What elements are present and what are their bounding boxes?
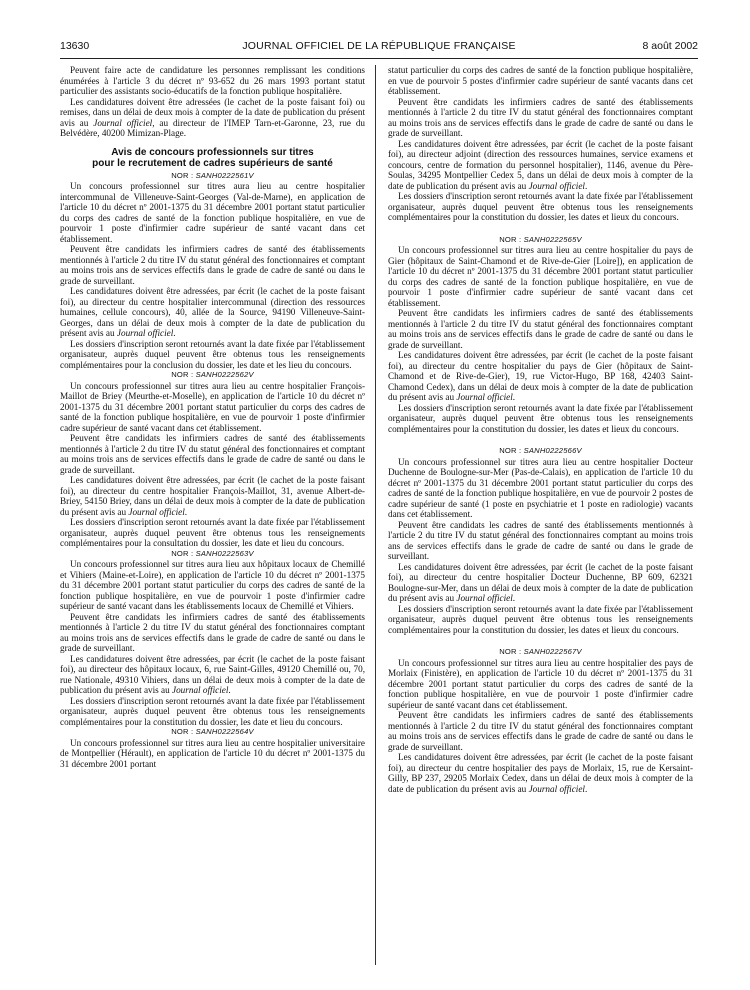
paragraph: Les candidatures doivent être adressées, par écrit (le cachet de la poste faisant foi), au directeur du centre hospitalier Docteur Duchenne, BP 609, 62321 Boulogne-sur-Mer, dans un délai de deux mois à compter de la date de publication du présent avis au Journal officiel. <box>388 561 693 603</box>
nor-reference: NOR : SANH0222566V <box>499 446 582 455</box>
paragraph: Peuvent faire acte de candidature les personnes remplissant les conditions énumérées à l'article 3 du décret nº 93-652 du 26 mars 1993 portant statut particulier des assistants socio-éducatifs de la fonction publique hospitalière. <box>60 65 365 96</box>
paragraph: statut particulier du corps des cadres de santé de la fonction publique hospitalière, en vue de pourvoir 5 postes d'infirmier cadre supérieur de santé vacants dans cet établissement. <box>388 65 693 96</box>
paragraph: Les candidatures doivent être adressées (le cachet de la poste faisant foi) ou remises, dans un délai de deux mois à compter de la date de publication du présent avis au Journal officiel, au directeur de l'IMEP Tarn-et-Garonne, 23, rue du Belvédère, 40200 Mimizan-Plage. <box>60 96 366 138</box>
nor-reference: NOR : SANH0222567V <box>499 647 582 656</box>
left-column <box>60 65 365 769</box>
paragraph: Les candidatures doivent être adressées, par écrit (le cachet de la poste faisant foi), au directeur du centre hospitalier du pays de Gier (hôpitaux de Saint-Chamond et de Rive-de-Gier), 19, rue Victor-Hugo, BP 168, 42403 Saint-Chamond Cedex), dans un délai de deux mois à compter de la date de publication du présent avis au Journal officiel. <box>388 350 693 402</box>
publication-date: 8 août 2002 <box>642 40 698 52</box>
paragraph: Un concours professionnel sur titres aura lieu au centre hospitalier François-Maillot de Briey (Meurthe-et-Moselle), en application de l'article 10 du décret nº 2001-1375 du 31 décembre 2001 portant statut particulier du corps des cadres de santé de la fonction publique hospitalière, en vue de pourvoir 1 poste d'infirmier cadre supérieur de santé vacant dans cet établissement. <box>60 380 365 433</box>
paragraph: Les dossiers d'inscription seront retournés avant la date fixée par l'établissement organisateur, auprès duquel peuvent être obtenus tous les renseignements complémentaires pour la consultation du dossier, les date et lieu du concours. <box>60 517 365 548</box>
paragraph: Peuvent être candidats les infirmiers cadres de santé des établissements mentionnés à l'article 2 du titre IV du statut général des fonctionnaires comptant au moins trois ans de services effectifs dans le grade de cadre de santé ou dans le grade de surveillant. <box>388 710 693 752</box>
nor-reference: NOR : SANH0222564V <box>171 727 254 736</box>
paragraph: Les dossiers d'inscription seront retournés avant la date fixée par l'établissement organisateur, auprès duquel peuvent être obtenus tous les renseignements complémentaires pour la constitution du dossier, les dates et lieux du concours. <box>388 191 693 222</box>
paragraph: Peuvent être candidats les infirmiers cadres de santé des établissements mentionnés à l'article 2 du titre IV du statut général des fonctionnaires et comptant au moins trois ans de services effectifs dans le grade de cadre de santé ou dans le grade de surveillant. <box>60 433 365 475</box>
paragraph: Les candidatures doivent être adressées, par écrit (le cachet de la poste faisant foi), au directeur du centre hospitalier François-Maillot, 31, avenue Albert-de-Briey, 54150 Briey, dans un délai de deux mois à compter de la date de publication du présent avis au Journal officiel. <box>60 475 365 517</box>
page-number: 13630 <box>60 40 90 52</box>
paragraph: Un concours professionnel sur titres aura lieu au centre hospitalier intercommunal de Villeneuve-Saint-Georges (Val-de-Marne), en application de l'article 10 du décret nº 2001-1375 du 31 décembre 2001 portant statut particulier du corps des cadres de santé de la fonction publique hospitalière, en vue de pourvoir 1 poste d'infirmier cadre supérieur de santé vacant dans cet établissement. <box>60 181 365 244</box>
column-divider <box>375 65 376 965</box>
paragraph: Les candidatures doivent être adressées, par écrit (le cachet de la poste faisant foi), au directeur du centre hospitalier des pays de Morlaix, 15, rue de Kersaint-Gilly, BP 237, 29205 Morlaix Cedex, dans un délai de deux mois à compter de la date de publication du présent avis au Journal officiel. <box>388 752 693 794</box>
paragraph: Les dossiers d'inscription seront retournés avant la date fixée par l'établissement organisateur, auprès duquel peuvent être obtenus tous les renseignements complémentaires pour la constitution du dossier, les dates et lieux du concours. <box>388 603 693 635</box>
paragraph: Un concours professionnel sur titres aura lieu aux hôpitaux locaux de Chemillé et Vihiers (Maine-et-Loire), en application de l'article 10 du décret nº 2001-1375 du 31 décembre 2001 portant statut particulier du corps des cadres de santé de la fonction publique hospitalière, en vue de pourvoir 1 poste d'infirmier cadre supérieur de santé vacant dans les établissements locaux de Chemillé et Vihiers. <box>60 559 365 611</box>
paragraph: Un concours professionnel sur titres aura lieu au centre hospitalier du pays de Gier (hôpitaux de Saint-Chamond et de Rive-de-Gier [Loire]), en application de l'article 10 du décret nº 2001-1375 du 31 décembre 2001 portant statut particulier du corps des cadres de santé de la fonction publique hospitalière, en vue de pourvoir 1 poste d'infirmier cadre supérieur de santé vacant dans cet établissement. <box>388 245 693 308</box>
paragraph: Peuvent être candidats les cadres de santé des établissements mentionnés à l'article 2 du titre IV du statut général des fonctionnaires comptant au moins trois ans de services effectifs dans le grade de cadre de santé ou dans le grade de surveillant. <box>388 519 693 561</box>
nor-reference: NOR : SANH0222562V <box>171 370 254 379</box>
paragraph: Peuvent être candidats les infirmiers cadres de santé des établissements mentionnés à l'article 2 du titre IV du statut général des fonctionnaires comptant au moins trois ans de services effectifs dans le grade de cadre de santé ou dans le grade de surveillant. <box>388 308 693 350</box>
journal-title: JOURNAL OFFICIEL DE LA RÉPUBLIQUE FRANÇAISE <box>242 40 516 52</box>
section-title: Avis de concours professionnels sur titres pour le recrutement de cadres supérieurs de santé <box>92 146 333 169</box>
header-rule <box>60 58 698 59</box>
page-header <box>60 40 698 58</box>
paragraph: Un concours professionnel sur titres aura lieu au centre hospitalier Docteur Duchenne de Boulogne-sur-Mer (Pas-de-Calais), en application de l'article 10 du décret nº 2001-1375 du 31 décembre 2001 portant statut particulier du corps des cadres de santé de la fonction publique hospitalière, en vue de pourvoir 2 postes de cadre supérieur de santé (1 poste en psychiatrie et 1 poste en radiologie) vacants dans cet établissement. <box>388 456 693 519</box>
paragraph: Les candidatures doivent être adressées, par écrit (le cachet de la poste faisant foi), au directeur du centre hospitalier intercommunal (direction des ressources humaines, cellule concours), 40, allée de la Source, 94190 Villeneuve-Saint-Georges, dans un délai de deux mois à compter de la date de publication du présent avis au Journal officiel. <box>60 286 365 338</box>
paragraph: Les candidatures doivent être adressées, par écrit (le cachet de la poste faisant foi), au directeur adjoint (direction des ressources humaines, service examens et concours, centre de formation du personnel hospitalier), 1146, avenue du Père-Soulas, 34295 Montpellier Cedex 5, dans un délai de deux mois à compter de la date de publication du présent avis au Journal officiel. <box>388 138 693 191</box>
paragraph: Peuvent être candidats les infirmiers cadres de santé des établissements mentionnés à l'article 2 du titre IV du statut général des fonctionnaires comptant au moins trois ans de services effectifs dans le grade de cadre de santé ou dans le grade de surveillant. <box>388 96 693 138</box>
nor-reference: NOR : SANH0222565V <box>499 234 582 244</box>
paragraph: Les dossiers d'inscription seront retournés avant la date fixée par l'établissement organisateur, auprès duquel peuvent être obtenus tous les renseignements complémentaires pour la conclusion du dossier, les date et les lieu du concours. <box>60 338 365 370</box>
paragraph: Peuvent être candidats les infirmiers cadres de santé des établissements mentionnés à l'article 2 du titre IV du statut général des fonctionnaires comptant au moins trois ans de services effectifs dans le grade de cadre de santé ou dans le grade de surveillant. <box>60 611 365 653</box>
paragraph: Un concours professionnel sur titres aura lieu au centre hospitalier des pays de Morlaix (Finistère), en application de l'article 10 du décret nº 2001-1375 du 31 décembre 2001 portant statut particulier du corps des cadres de santé de la fonction publique hospitalière, en vue de pourvoir 1 poste d'infirmier cadre supérieur de santé vacant dans cet établissement. <box>388 657 693 710</box>
paragraph: Peuvent être candidats les infirmiers cadres de santé des établissements mentionnés à l'article 2 du titre IV du statut général des fonctionnaires et comptant au moins trois ans de services effectifs dans le grade de cadre de santé ou dans le grade de surveillant. <box>60 244 365 286</box>
paragraph: Les dossiers d'inscription seront retournés avant la date fixée par l'établissement organisateur, auprès duquel peuvent être obtenus tous les renseignements complémentaires pour la constitution du dossier, les dates et lieux du concours. <box>388 402 693 434</box>
nor-reference: NOR : SANH0222561V <box>171 170 254 180</box>
paragraph: Un concours professionnel sur titres aura lieu au centre hospitalier universitaire de Montpellier (Hérault), en application de l'article 10 du décret nº 2001-1375 du 31 décembre 2001 portant <box>60 737 365 769</box>
nor-reference: NOR : SANH0222563V <box>171 548 254 558</box>
paragraph: Les candidatures doivent être adressées, par écrit (le cachet de la poste faisant foi), au directeur des hôpitaux locaux, 6, rue Saint-Gilles, 49120 Chemillé ou, 70, rue Nationale, 49310 Vihiers, dans un délai de deux mois à compter de la date de publication du présent avis au Journal officiel. <box>60 653 365 695</box>
right-column <box>388 65 693 794</box>
paragraph: Les dossiers d'inscription seront retournés avant la date fixée par l'établissement organisateur, auprès duquel peuvent être obtenus tous les renseignements complémentaires pour la constitution du dossier, les date et lieu du concours. <box>60 695 365 727</box>
